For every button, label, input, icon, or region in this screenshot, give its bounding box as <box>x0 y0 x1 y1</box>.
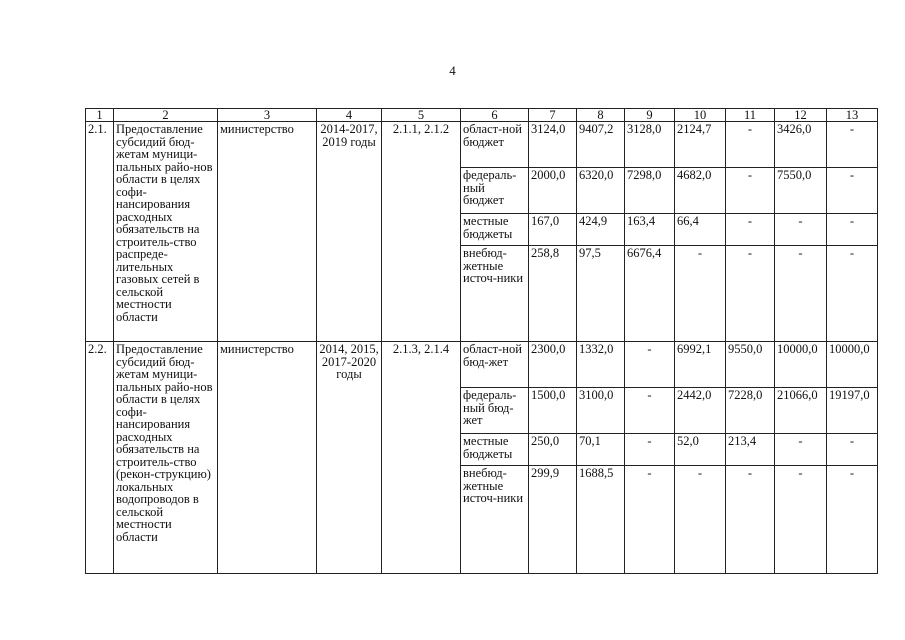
page-number: 4 <box>449 63 456 78</box>
measure-description: Предоставление субсидий бюд-жетам муници-пальных райо-нов области в целях софи-нансирования расходных обязательств на строитель-ство распреде-лительных газовых сетей в сельской местности области <box>114 122 218 342</box>
value-cell: 2300,0 <box>529 342 577 388</box>
funding-source: местные бюджеты <box>461 214 529 246</box>
value-cell: - <box>775 434 827 466</box>
value-cell: - <box>625 466 675 574</box>
value-cell: - <box>726 466 775 574</box>
implementation-years: 2014-2017, 2019 годы <box>317 122 382 342</box>
value-cell: 3426,0 <box>775 122 827 168</box>
value-cell: 1500,0 <box>529 388 577 434</box>
funding-source: местные бюджеты <box>461 434 529 466</box>
column-header: 8 <box>577 109 625 122</box>
value-cell: 250,0 <box>529 434 577 466</box>
value-cell: 97,5 <box>577 246 625 342</box>
value-cell: - <box>827 246 878 342</box>
measure-description: Предоставление субсидий бюд-жетам муници-пальных райо-нов области в целях софи-нансирования расходных обязательств на строитель-ство (рекон-струкцию) локальных водопроводов в сельской местности области <box>114 342 218 574</box>
value-cell: 6320,0 <box>577 168 625 214</box>
value-cell: 19197,0 <box>827 388 878 434</box>
value-cell: 4682,0 <box>675 168 726 214</box>
column-header: 2 <box>114 109 218 122</box>
value-cell: - <box>775 214 827 246</box>
funding-source: област-ной бюд-жет <box>461 342 529 388</box>
column-header: 7 <box>529 109 577 122</box>
value-cell: 3100,0 <box>577 388 625 434</box>
row-number: 2.1. <box>86 122 114 342</box>
indicators: 2.1.3, 2.1.4 <box>382 342 461 574</box>
value-cell: - <box>726 214 775 246</box>
value-cell: - <box>775 466 827 574</box>
indicators: 2.1.1, 2.1.2 <box>382 122 461 342</box>
value-cell: - <box>675 246 726 342</box>
value-cell: 1688,5 <box>577 466 625 574</box>
value-cell: - <box>625 388 675 434</box>
column-header: 4 <box>317 109 382 122</box>
value-cell: 2124,7 <box>675 122 726 168</box>
value-cell: 424,9 <box>577 214 625 246</box>
value-cell: - <box>726 122 775 168</box>
value-cell: - <box>775 246 827 342</box>
column-header: 5 <box>382 109 461 122</box>
value-cell: 2000,0 <box>529 168 577 214</box>
value-cell: 3124,0 <box>529 122 577 168</box>
executor: министерство <box>218 122 317 342</box>
table-row <box>86 122 878 168</box>
funding-source: внебюд-жетные источ-ники <box>461 246 529 342</box>
value-cell: 3128,0 <box>625 122 675 168</box>
column-header: 11 <box>726 109 775 122</box>
value-cell: - <box>827 434 878 466</box>
value-cell: - <box>625 434 675 466</box>
value-cell: - <box>827 214 878 246</box>
value-cell: 213,4 <box>726 434 775 466</box>
value-cell: - <box>726 168 775 214</box>
value-cell: 163,4 <box>625 214 675 246</box>
value-cell: 66,4 <box>675 214 726 246</box>
value-cell: 7550,0 <box>775 168 827 214</box>
value-cell: 2442,0 <box>675 388 726 434</box>
value-cell: 6676,4 <box>625 246 675 342</box>
column-header: 1 <box>86 109 114 122</box>
column-header: 10 <box>675 109 726 122</box>
value-cell: 7298,0 <box>625 168 675 214</box>
table-row <box>86 342 878 388</box>
value-cell: - <box>827 466 878 574</box>
value-cell: 70,1 <box>577 434 625 466</box>
value-cell: 9407,2 <box>577 122 625 168</box>
value-cell: - <box>625 342 675 388</box>
funding-source: внебюд-жетные источ-ники <box>461 466 529 574</box>
executor: министерство <box>218 342 317 574</box>
value-cell: 52,0 <box>675 434 726 466</box>
funding-source: област-ной бюджет <box>461 122 529 168</box>
column-header: 3 <box>218 109 317 122</box>
value-cell: 167,0 <box>529 214 577 246</box>
column-header: 6 <box>461 109 529 122</box>
value-cell: 10000,0 <box>775 342 827 388</box>
value-cell: - <box>675 466 726 574</box>
column-header: 12 <box>775 109 827 122</box>
value-cell: - <box>726 246 775 342</box>
column-header: 13 <box>827 109 878 122</box>
funding-source: федераль-ный бюджет <box>461 168 529 214</box>
value-cell: 299,9 <box>529 466 577 574</box>
value-cell: 6992,1 <box>675 342 726 388</box>
funding-source: федераль-ный бюд-жет <box>461 388 529 434</box>
value-cell: 7228,0 <box>726 388 775 434</box>
value-cell: - <box>827 122 878 168</box>
value-cell: 10000,0 <box>827 342 878 388</box>
value-cell: 1332,0 <box>577 342 625 388</box>
row-number: 2.2. <box>86 342 114 574</box>
value-cell: 9550,0 <box>726 342 775 388</box>
budget-table <box>85 108 878 574</box>
implementation-years: 2014, 2015, 2017-2020 годы <box>317 342 382 574</box>
header-row <box>86 109 878 122</box>
value-cell: 258,8 <box>529 246 577 342</box>
value-cell: 21066,0 <box>775 388 827 434</box>
column-header: 9 <box>625 109 675 122</box>
value-cell: - <box>827 168 878 214</box>
